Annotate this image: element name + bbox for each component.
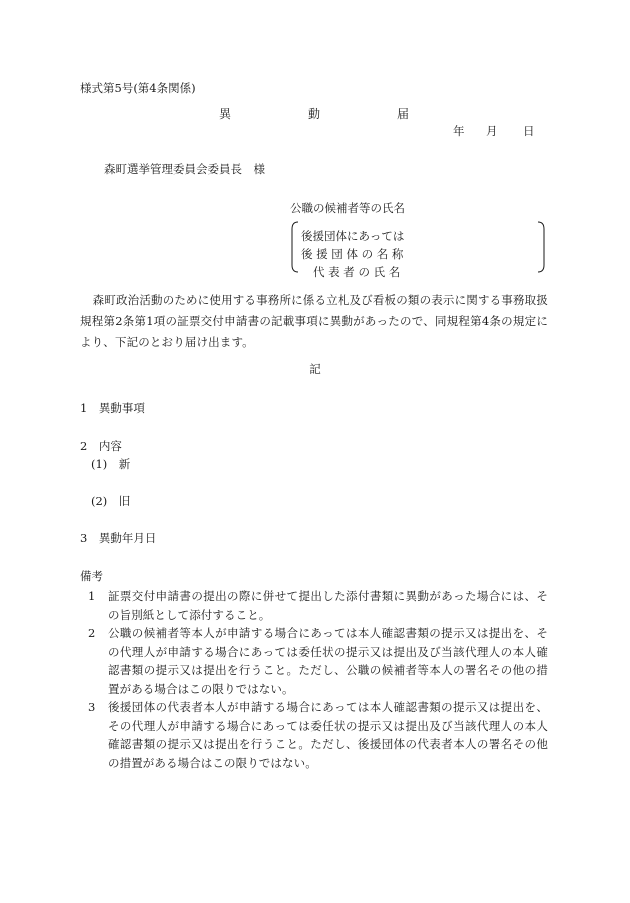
candidate-name-label: 公職の候補者等の氏名: [290, 201, 405, 215]
form-number: 様式第5号(第4条関係): [80, 81, 196, 95]
note-item: [88, 587, 548, 624]
note-text: 公職の候補者等本人が申請する場合にあっては本人確認書類の提示又は提出を、その代理人が申請する場合にあっては委任状の提示又は提出及び当該代理人の本人確認書類の提示又は提出を行うこと。ただし、公職の候補者等本人の署名その他の措置がある場合はこの限りではない。: [108, 626, 548, 696]
note-number: 2: [88, 626, 96, 640]
note-number: 3: [88, 700, 96, 714]
note-text: 証票交付申請書の提出の際に併せて提出した添付書類に異動があった場合には、その旨別紙として添付すること。: [108, 589, 548, 622]
note-number: 1: [88, 589, 96, 603]
title-char-3: 届: [397, 107, 410, 121]
ki-heading: 記: [309, 362, 321, 376]
bracket-line-1: 後援団体にあっては: [301, 229, 405, 243]
note-item: [88, 624, 548, 698]
body-paragraph: 森町政治活動のために使用する事務所に係る立札及び看板の類の表示に関する事務取扱規程第2条第1項の証票交付申請書の記載事項に異動があったので、同規程第4条の規定により、下記のとおり届け出ます。: [80, 293, 548, 349]
date-day-label: 日: [523, 124, 535, 138]
bracket-line-3: 代 表 者 の 氏 名: [313, 265, 401, 279]
bracket-line-2: 後 援 団 体 の 名 称: [301, 247, 404, 261]
section-content: 2 内容: [80, 439, 122, 453]
document-title: [0, 108, 630, 124]
date-line: [0, 126, 630, 142]
section-change-item: 1 異動事項: [80, 401, 145, 415]
notes-heading: 備考: [80, 569, 103, 583]
content-old: (2) 旧: [91, 494, 131, 508]
section-change-date: 3 異動年月日: [80, 531, 157, 545]
note-text: 後援団体の代表者本人が申請する場合にあっては本人確認書類の提示又は提出を、その代理人が申請する場合にあっては委任状の提示又は提出及び当該代理人の本人確認書類の提示又は提出を行うこと。ただし、後援団体の代表者本人の署名その他の措置がある場合はこの限りではない。: [108, 700, 548, 770]
support-group-bracket: [290, 221, 546, 279]
date-year-label: 年: [453, 124, 465, 138]
title-char-1: 異: [219, 107, 232, 121]
date-month-label: 月: [486, 124, 498, 138]
content-new: (1) 新: [91, 457, 131, 471]
addressee: 森町選挙管理委員会委員長 様: [104, 162, 265, 176]
title-char-2: 動: [308, 107, 321, 121]
note-item: [88, 698, 548, 772]
